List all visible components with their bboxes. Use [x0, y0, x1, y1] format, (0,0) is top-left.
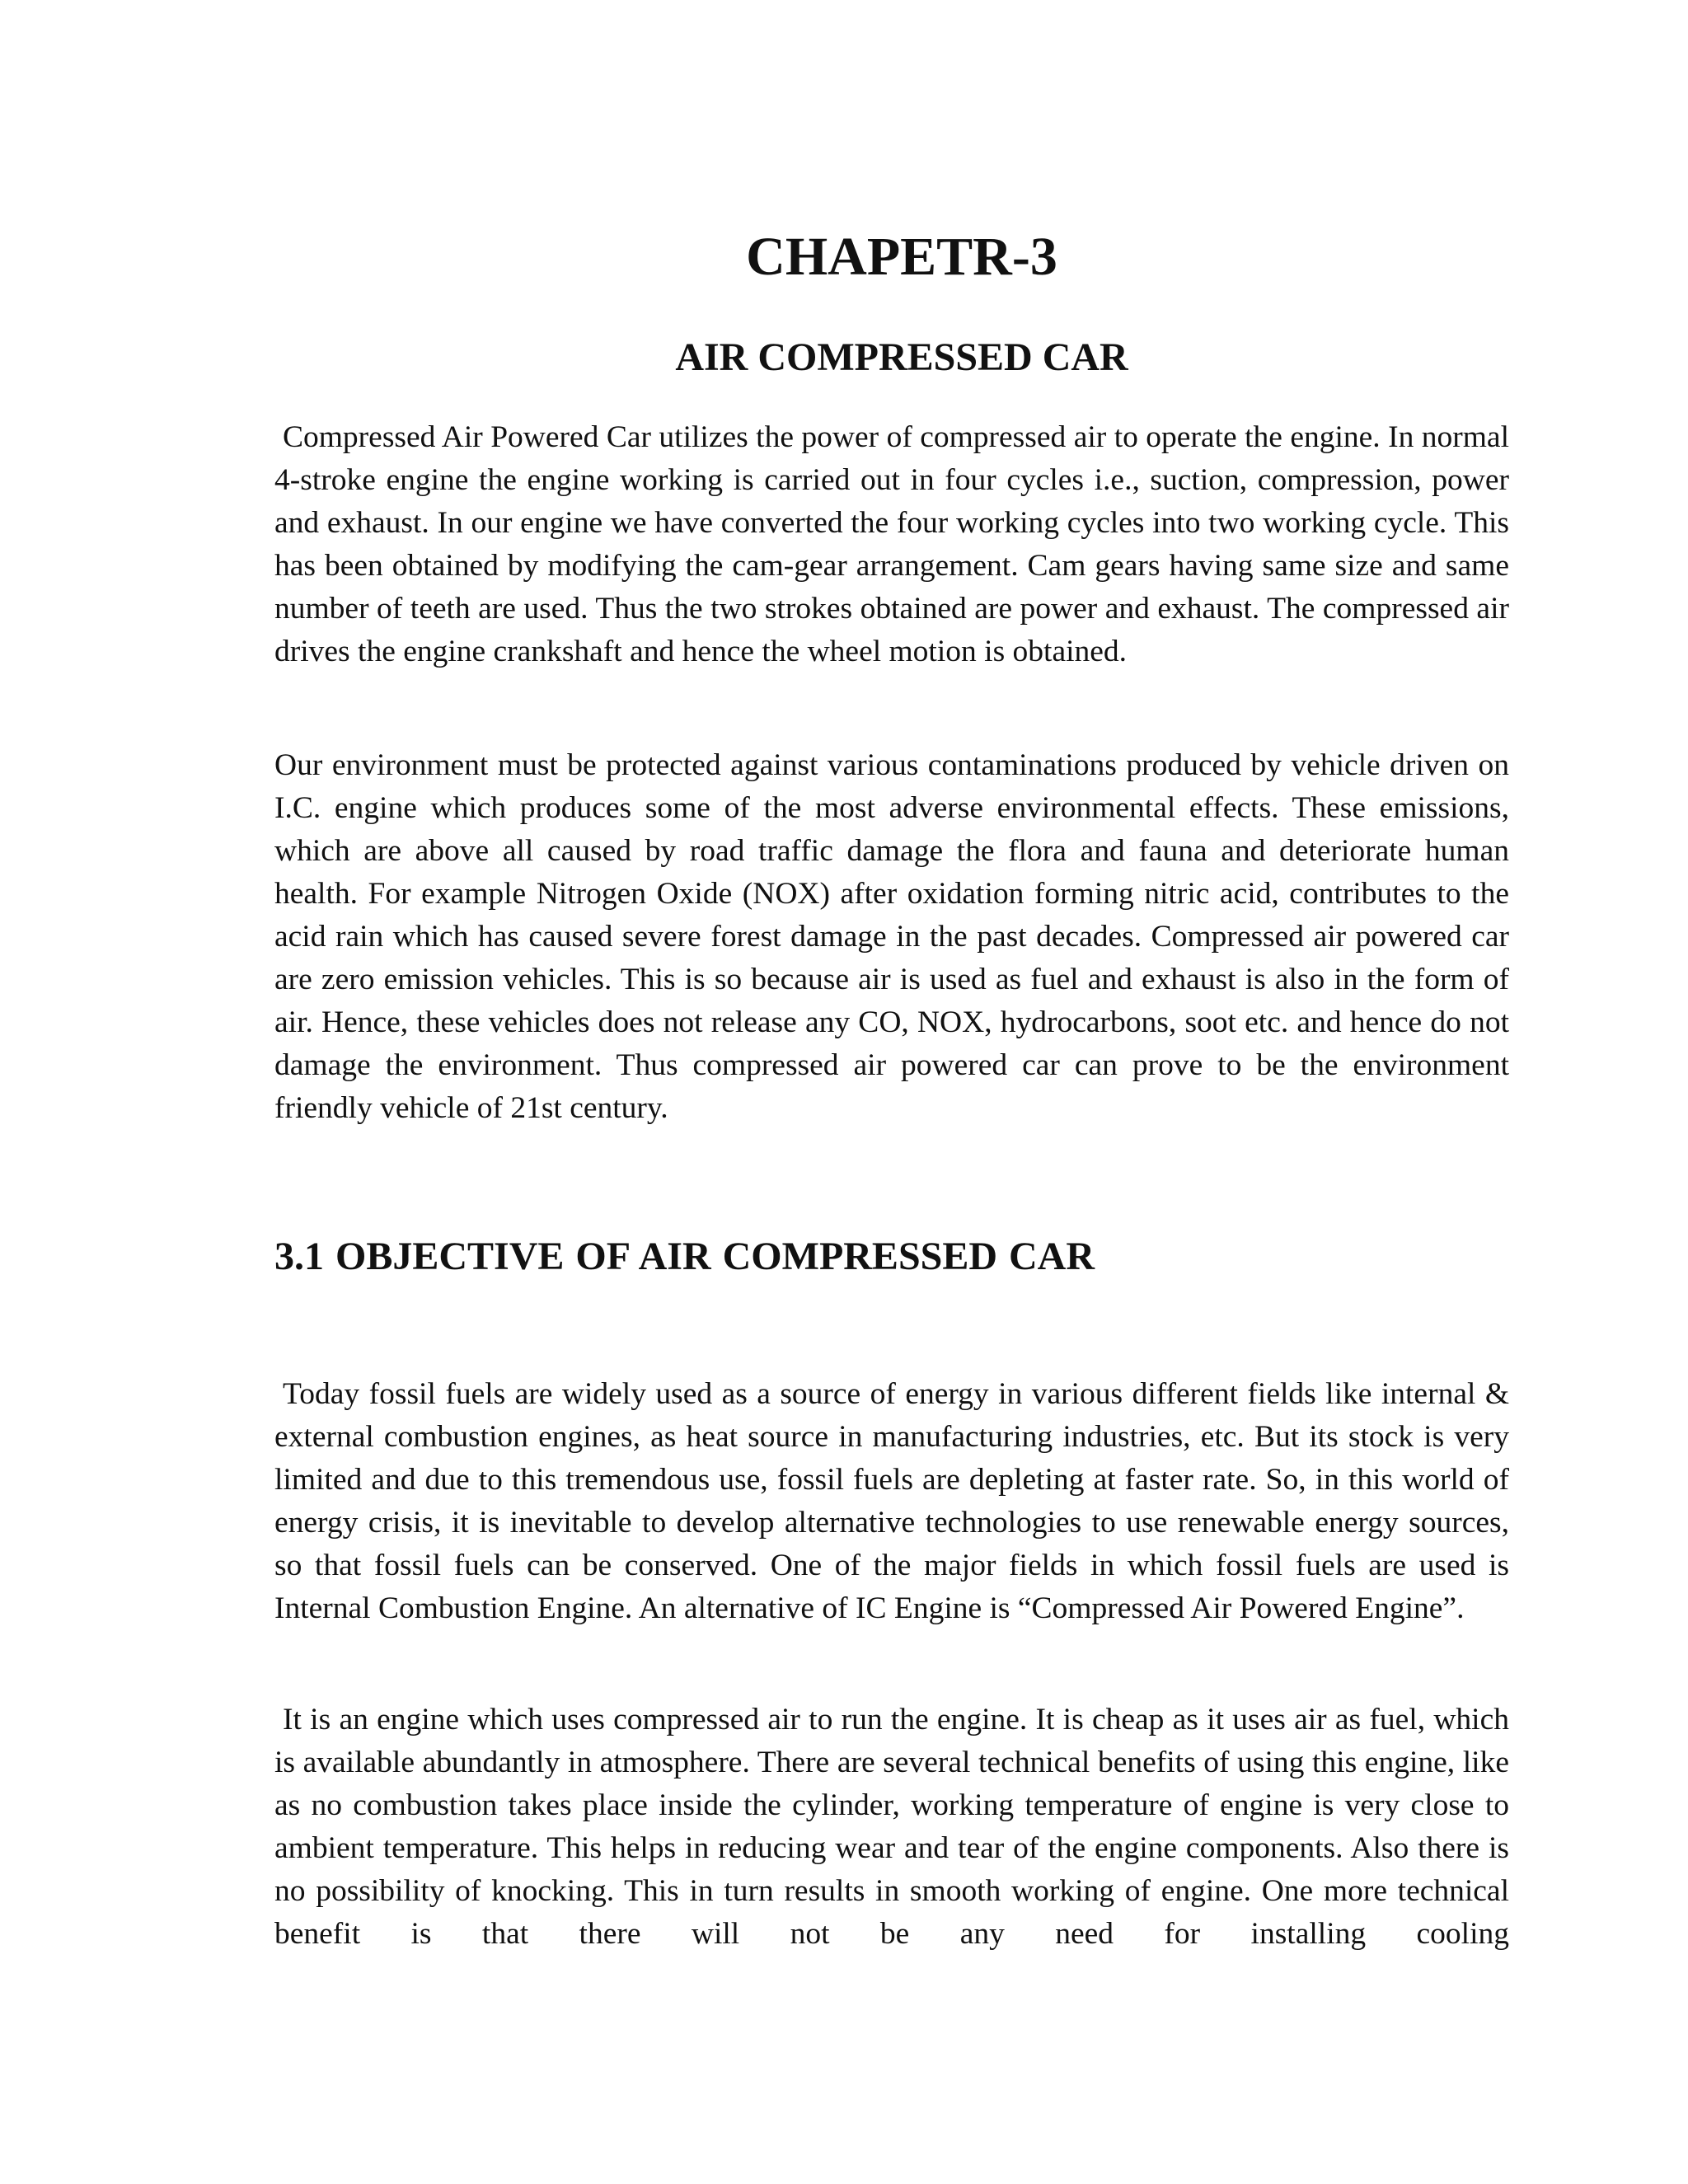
section-paragraph-2: It is an engine which uses compressed air to run the engine. It is cheap as it uses air as fuel, which is available abundantly in atmosphere. There are several technical benefits of using this engine, like as no combustion takes place inside the cylinder, working temperature of engine is very close to ambient temperature. This helps in reducing wear and tear of the engine components. Also there is no possibility of knocking. This in turn results in smooth working of engine. One more technical benefit is that there will not be any need for installing cooling — [274, 1703, 1509, 1951]
intro-paragraph-2: Our environment must be protected against various contaminations produced by vehicle driven on I.C. engine which produces some of the most adverse environmental effects. These emissions, which are above all caused by road traffic damage the flora and fauna and deteriorate human health. For example Nitrogen Oxide (NOX) after oxidation forming nitric acid, contributes to the acid rain which has caused severe forest damage in the past decades. Compressed air powered car are zero emission vehicles. This is so because air is used as fuel and exhaust is also in the form of air. Hence, these vehicles does not release any CO, NOX, hydrocarbons, soot etc. and hence do not damage the environment. Thus compressed air powered car can prove to be the environment friendly vehicle of 21st century. — [274, 748, 1509, 1125]
section-paragraph-1: Today fossil fuels are widely used as a source of energy in various different fields like internal & external combustion engines, as heat source in manufacturing industries, etc. But its stock is very limited and due to this tremendous use, fossil fuels are depleting at faster rate. So, in this world of energy crisis, it is inevitable to develop alternative technologies to use renewable energy sources, so that fossil fuels can be conserved. One of the major fields in which fossil fuels are used is Internal Combustion Engine. An alternative of IC Engine is “Compressed Air Powered Engine”. — [274, 1377, 1509, 1625]
intro-paragraph-1: Compressed Air Powered Car utilizes the power of compressed air to operate the engine. In normal 4-stroke engine the engine working is carried out in four cycles i.e., suction, compression, power and exhaust. In our engine we have converted the four working cycles into two working cycle. This has been obtained by modifying the cam-gear arrangement. Cam gears having same size and same number of teeth are used. Thus the two strokes obtained are power and exhaust. The compressed air drives the engine crankshaft and hence the wheel motion is obtained. — [274, 420, 1509, 668]
chapter-subtitle: AIR COMPRESSED CAR — [675, 335, 1128, 379]
chapter-title: CHAPETR-3 — [746, 227, 1057, 287]
section-heading: 3.1 OBJECTIVE OF AIR COMPRESSED CAR — [274, 1235, 1095, 1278]
